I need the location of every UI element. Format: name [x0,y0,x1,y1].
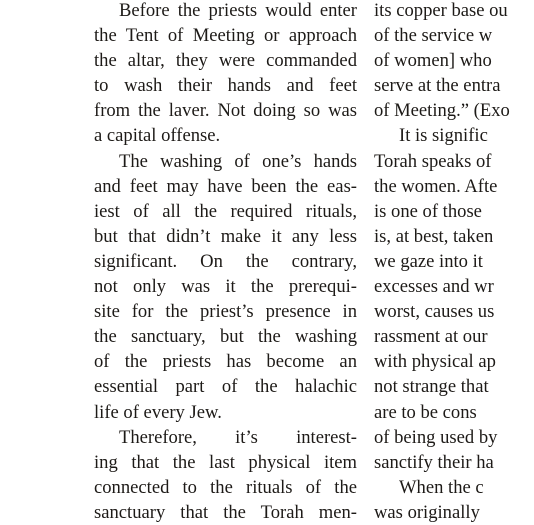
text-line: excesses and wr [374,276,494,298]
text-line: we gaze into it [374,250,483,272]
text-line: is one of those [374,200,482,222]
text-line: not only was it the prerequi- [94,276,357,298]
text-line: rassment at our [374,326,488,348]
text-line: ing that the last physical item [94,451,357,473]
text-line: the altar, they were commanded [94,50,357,72]
left-text-column [94,0,357,525]
text-line: from the laver. Not doing so was [94,100,357,122]
text-line: connected to the rituals of the [94,476,357,498]
text-line: but that didn’t make it any less [94,225,357,247]
text-line: its copper base ou [374,0,508,21]
text-line: essential part of the halachic [94,376,357,398]
text-line: sanctify their ha [374,451,494,473]
text-line: iest of all the required rituals, [94,200,357,222]
right-text-column [374,0,534,525]
text-line: the women. Afte [374,175,498,197]
text-line: of the service w [374,25,493,47]
text-line: to wash their hands and feet [94,75,357,97]
text-line: not strange that [374,376,489,398]
text-line: It is signific [399,125,488,147]
text-line: of Meeting.” (Exo [374,100,510,122]
text-line: the Tent of Meeting or approach [94,25,357,47]
text-line: sanctuary that the Torah men- [94,501,357,523]
text-line: worst, causes us [374,301,495,323]
text-line: of women] who [374,50,492,72]
text-line: life of every Jew. [94,401,222,423]
text-line: significant. On the contrary, [94,250,357,272]
text-line: Torah speaks of [374,150,492,172]
text-line: is, at best, taken [374,225,494,247]
text-line: When the c [399,476,484,498]
text-line: a capital offense. [94,125,221,147]
text-line: of being used by [374,426,498,448]
text-line: are to be cons [374,401,477,423]
text-line: site for the priest’s presence in [94,301,357,323]
text-line: and feet may have been the eas- [94,175,357,197]
text-line: The washing of one’s hands [119,150,357,172]
text-line: was originally [374,501,480,523]
text-line: serve at the entra [374,75,501,97]
text-line: Therefore, it’s interest- [119,426,357,448]
text-line: of the priests has become an [94,351,357,373]
text-line: Before the priests would enter [119,0,357,21]
text-line: the sanctuary, but the washing [94,326,357,348]
text-line: with physical ap [374,351,496,373]
